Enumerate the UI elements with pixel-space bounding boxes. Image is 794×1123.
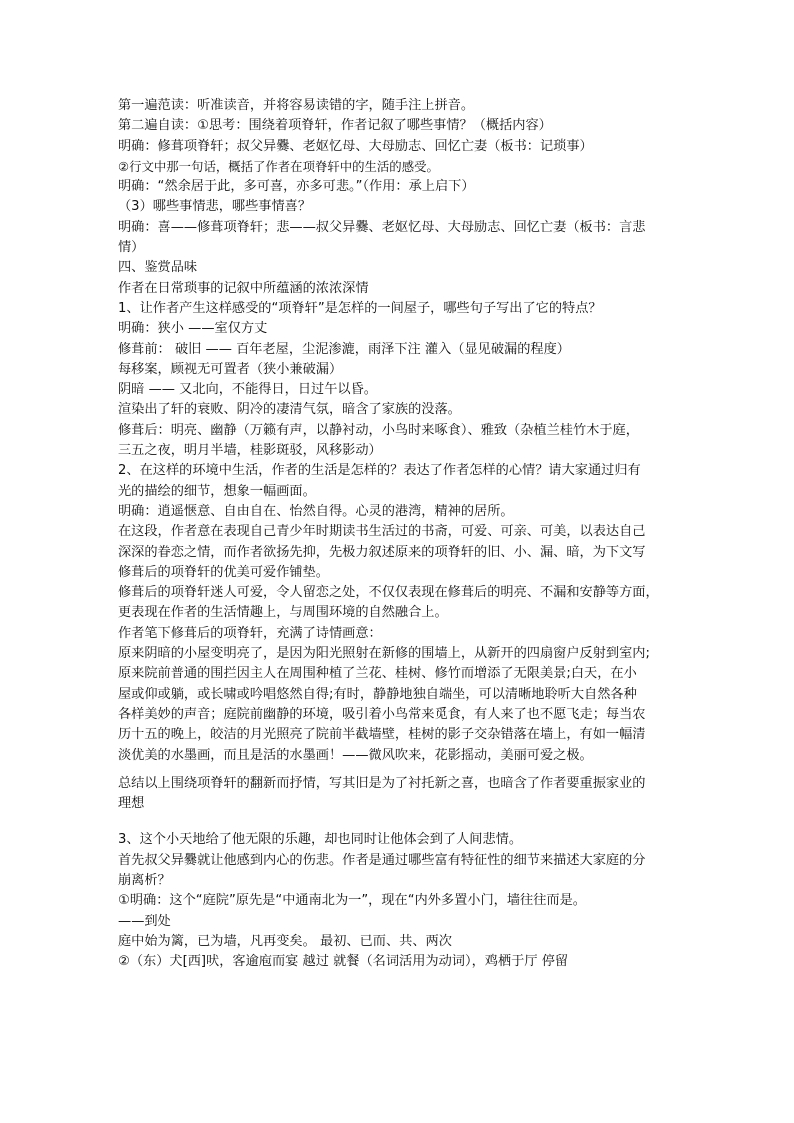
text-line: 历十五的晚上，皎洁的月光照亮了院前半截墙壁，桂树的影子交杂错落在墙上，有如一幅清 xyxy=(118,727,646,743)
text-line: 修葺后的项脊轩的优美可爱作铺垫。 xyxy=(118,564,329,580)
text-line: 屋或仰或躺，或长啸或吟唱悠然自得;有时，静静地独自端坐，可以清晰地聆听大自然各种 xyxy=(118,686,637,702)
text-line: 每移案，顾视无可置者（狭小兼破漏） xyxy=(118,361,343,377)
text-line: 原来阴暗的小屋变明亮了，是因为阳光照射在新修的围墙上，从新开的四扇窗户反射到室内; xyxy=(118,646,650,662)
text-line: ②行文中那一句话，概括了作者在项脊轩中的生活的感受。 xyxy=(118,158,439,174)
text-line: 情） xyxy=(118,240,145,256)
text-line: 第一遍范读：听准读音，并将容易读错的字，随手注上拼音。 xyxy=(118,98,475,113)
text-line: 明确：“然余居于此，多可喜，亦多可悲。”（作用：承上启下） xyxy=(118,179,475,195)
text-line: 修葺后：明亮、幽静（万籁有声，以静衬动，小鸟时来啄食）、雅致（杂植兰桂竹木于庭， xyxy=(118,422,639,438)
text-line: 作者在日常琐事的记叙中所蕴涵的浓浓深情 xyxy=(118,280,369,296)
text-line: 深深的眷恋之情，而作者欲扬先抑，先极力叙述原来的项脊轩的旧、小、漏、暗，为下文写 xyxy=(118,544,646,560)
text-line: 渲染出了轩的衰败、阴冷的凄清气氛，暗含了家族的没落。 xyxy=(118,402,461,418)
text-line: 淡优美的水墨画，而且是活的水墨画！——微风吹来，花影摇动，美丽可爱之极。 xyxy=(118,747,593,763)
text-line: ①明确：这个“庭院”原先是“中通南北为一”，现在“内外多置小门，墙往往而是。 xyxy=(118,893,586,909)
text-line: 作者笔下修葺后的项脊轩，充满了诗情画意： xyxy=(118,625,382,641)
text-line: 理想 xyxy=(118,796,145,812)
text-line: 修葺后的项脊轩迷人可爱，令人留恋之处，不仅仅表现在修葺后的明亮、不漏和安静等方面， xyxy=(118,585,659,601)
text-line: 明确：逍遥惬意、自由自在、怡然自得。心灵的港湾，精神的居所。 xyxy=(118,503,514,519)
text-line: 三五之夜，明月半墙，桂影斑驳，风移影动） xyxy=(118,443,382,459)
spacer xyxy=(118,814,678,830)
section-heading: 四、鉴赏品味 xyxy=(118,260,198,276)
text-line: 3、这个小天地给了他无限的乐趣，却也同时让他体会到了人间悲情。 xyxy=(118,832,523,848)
text-line: 第二遍自读：①思考：围绕着项脊轩，作者记叙了哪些事情？（概括内容） xyxy=(118,118,552,134)
text-line: 光的描绘的细节，想象一幅画面。 xyxy=(118,483,316,499)
text-line: 原来院前普通的围拦因主人在周围种植了兰花、桂树、修竹而增添了无限美景;白天，在小 xyxy=(118,666,637,682)
text-line: ——到处 xyxy=(118,913,171,929)
text-line: ②（东）犬[西]吠，客逾庖而宴 越过 就餐（名词活用为动词），鸡栖于厅 停留 xyxy=(118,954,569,970)
text-line: 总结以上围绕项脊轩的翻新而抒情，写其旧是为了衬托新之喜，也暗含了作者要重振家业的 xyxy=(118,775,646,791)
text-line: 各样美妙的声音；庭院前幽静的环境，吸引着小鸟常来觅食，有人来了也不愿飞走；每当农 xyxy=(118,706,646,722)
text-line: 庭中始为篱，已为墙，凡再变矣。 最初、已而、共、两次 xyxy=(118,933,452,949)
text-line: 修葺前： 破旧 —— 百年老屋，尘泥渗漉，雨泽下注 灌入（显见破漏的程度） xyxy=(118,341,570,357)
text-line: 1、让作者产生这样感受的“项脊轩”是怎样的一间屋子，哪些句子写出了它的特点？ xyxy=(118,300,602,316)
text-line: 更表现在作者的生活情趣上，与周围环境的自然融合上。 xyxy=(118,605,448,621)
document-page xyxy=(118,96,678,972)
text-line: 阴暗 —— 又北向，不能得日，日过午以昏。 xyxy=(118,382,377,398)
text-line: 在这段，作者意在表现自己青少年时期读书生活过的书斋，可爱、可亲、可美，以表达自己 xyxy=(118,524,646,540)
text-line: 明确：喜——修葺项脊轩；悲——叔父异爨、老妪忆母、大母励志、回忆亡妻（板书：言悲 xyxy=(118,219,646,235)
text-line: 首先叔父异爨就让他感到内心的伤悲。作者是通过哪些富有特征性的细节来描述大家庭的分 xyxy=(118,852,646,868)
spacer xyxy=(118,766,678,774)
text-line: 明确：修葺项脊轩；叔父异爨、老妪忆母、大母励志、回忆亡妻（板书：记琐事） xyxy=(118,138,593,154)
text-line: 2、在这样的环境中生活，作者的生活是怎样的？表达了作者怎样的心情？请大家通过归有 xyxy=(118,463,641,479)
text-line: 明确：狭小 ——室仅方丈 xyxy=(118,321,268,337)
text-line: 崩离析？ xyxy=(118,872,171,888)
text-line: （3）哪些事情悲，哪些事情喜？ xyxy=(118,199,312,215)
